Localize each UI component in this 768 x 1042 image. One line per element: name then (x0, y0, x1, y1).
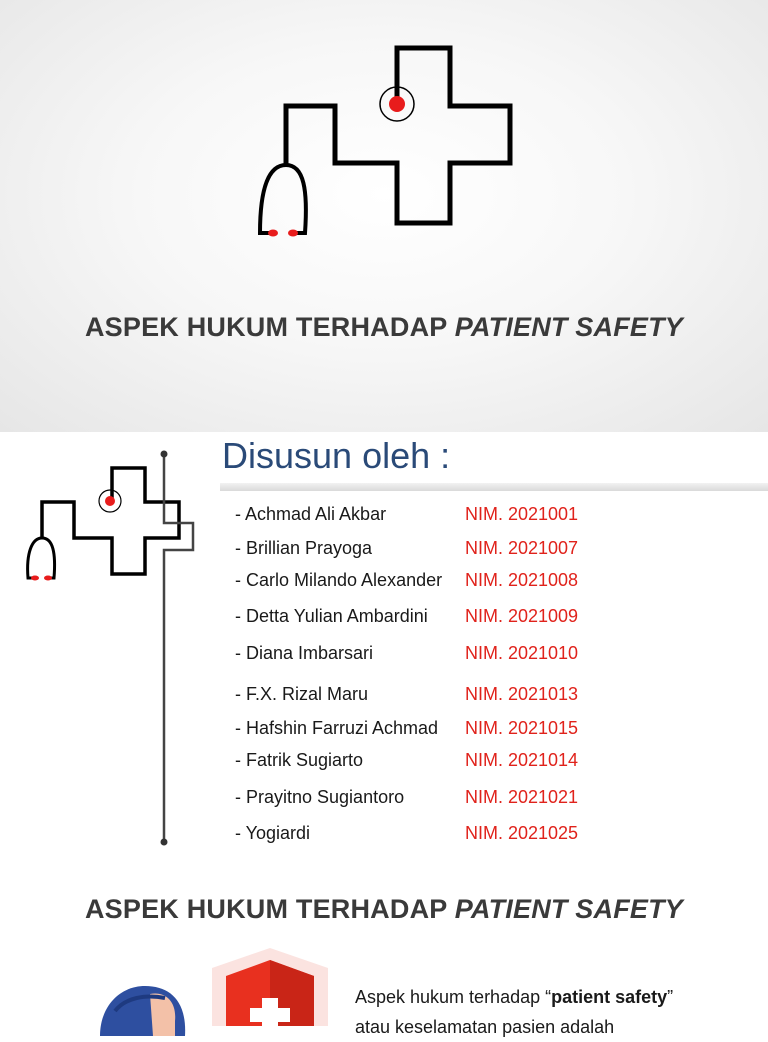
list-item (235, 569, 755, 591)
slide-authors (0, 433, 768, 863)
member-nim: NIM. 2021015 (465, 718, 579, 738)
slide-title-page (0, 0, 768, 432)
member-name: - Detta Yulian Ambardini (235, 606, 428, 626)
list-item (235, 717, 755, 739)
member-nim: NIM. 2021025 (465, 823, 579, 843)
member-name: - Brillian Prayoga (235, 538, 373, 558)
body-bold: patient safety (551, 987, 668, 1007)
stethoscope-medical-cross-icon (250, 40, 520, 245)
member-name: - F.X. Rizal Maru (235, 684, 369, 704)
title-italic: PATIENT SAFETY (454, 894, 684, 924)
member-name: - Prayitno Sugiantoro (235, 787, 405, 807)
stethoscope-medical-cross-icon (20, 445, 200, 845)
list-item (235, 786, 755, 808)
list-item (235, 642, 755, 664)
body-line2: atau keselamatan pasien adalah (355, 1017, 615, 1037)
list-item (235, 503, 755, 525)
member-name: - Fatrik Sugiarto (235, 750, 364, 770)
list-item (235, 605, 755, 627)
shield-cross-icon (210, 946, 330, 1026)
body-suffix: ” (667, 987, 674, 1007)
slide-title (0, 312, 768, 343)
member-nim: NIM. 2021021 (465, 787, 579, 807)
slide-title (0, 894, 768, 925)
title-main: ASPEK HUKUM TERHADAP (84, 894, 455, 924)
body-prefix: Aspek hukum terhadap “ (355, 987, 552, 1007)
member-name: - Achmad Ali Akbar (235, 504, 387, 524)
list-item (235, 822, 755, 844)
list-item (235, 537, 755, 559)
member-nim: NIM. 2021014 (465, 750, 579, 770)
member-name: - Diana Imbarsari (235, 643, 374, 663)
member-nim: NIM. 2021007 (465, 538, 579, 558)
slide-content (0, 864, 768, 1037)
member-name: - Yogiardi (235, 823, 311, 843)
member-nim: NIM. 2021008 (465, 570, 579, 590)
member-nim: NIM. 2021001 (465, 504, 579, 524)
body-paragraph (355, 982, 755, 1042)
heading-divider (220, 483, 768, 491)
doctor-illustration (95, 976, 195, 1036)
member-name: - Carlo Milando Alexander (235, 570, 443, 590)
list-item (235, 749, 755, 771)
member-nim: NIM. 2021013 (465, 684, 579, 704)
member-nim: NIM. 2021010 (465, 643, 579, 663)
title-italic: PATIENT SAFETY (454, 312, 684, 342)
authors-heading: Disusun oleh : (222, 435, 451, 476)
list-item (235, 683, 755, 705)
member-nim: NIM. 2021009 (465, 606, 579, 626)
member-name: - Hafshin Farruzi Achmad (235, 718, 439, 738)
title-main: ASPEK HUKUM TERHADAP (84, 312, 455, 342)
